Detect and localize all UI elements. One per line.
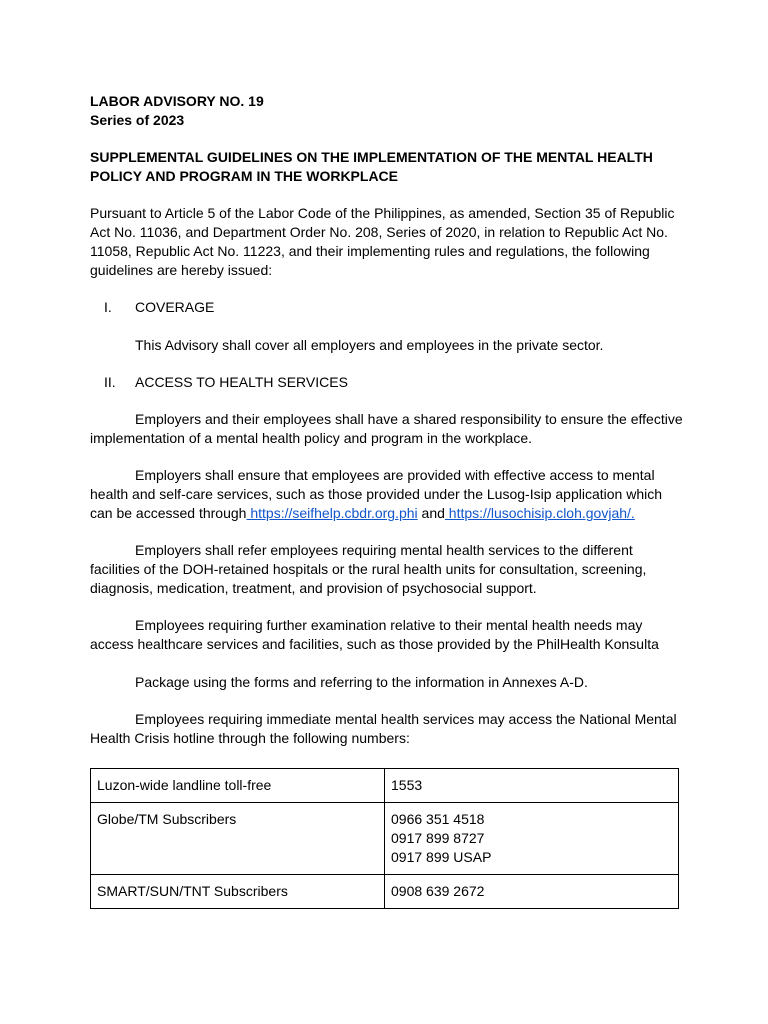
hotline-number: 1553 (391, 777, 423, 793)
section-number: II. (104, 374, 116, 390)
crisis-hotline-paragraph (90, 710, 690, 748)
effective-access-paragraph (90, 466, 690, 523)
advisory-series: Series of 2023 (90, 112, 185, 128)
section-heading-coverage (90, 298, 690, 317)
intro-paragraph (90, 204, 690, 280)
paragraph-line: Package using the forms and referring to the information in Annexes A-D. (135, 674, 588, 690)
numbers-cell (385, 875, 679, 909)
paragraph-line: diagnosis, medication, treatment, and provision of psychosocial support. (90, 580, 537, 596)
paragraph-line: Employers shall refer employees requiring mental health services to the different (135, 542, 633, 558)
paragraph-line: Employees requiring immediate mental health services may access the National Mental (135, 711, 677, 727)
paragraph-line: health and self-care services, such as those provided under the Lusog-Isip application which (90, 486, 662, 502)
table-row (91, 803, 679, 875)
paragraph-line: Employees requiring further examination relative to their mental health needs may (135, 617, 643, 633)
provider-cell: Globe/TM Subscribers (91, 803, 385, 875)
provider-cell: Luzon-wide landline toll-free (91, 769, 385, 803)
section-heading-access (90, 373, 690, 392)
intro-line: guidelines are hereby issued: (90, 262, 273, 278)
provider-cell: SMART/SUN/TNT Subscribers (91, 875, 385, 909)
paragraph-line: facilities of the DOH-retained hospitals or the rural health units for consultation, screening, (90, 561, 647, 577)
referral-paragraph (90, 541, 690, 598)
paragraph-line: Employers and their employees shall have a shared responsibility to ensure the effective (135, 411, 683, 427)
lusogisip-link[interactable]: https://lusochisip.cloh.govjah/. (444, 505, 635, 521)
hotline-table (90, 768, 679, 909)
paragraph-text: and (417, 505, 445, 521)
hotline-number: 0966 351 4518 (391, 811, 485, 827)
paragraph-line: Employers shall ensure that employees are provided with effective access to mental (135, 467, 655, 483)
document-page (90, 92, 690, 909)
numbers-cell (385, 769, 679, 803)
paragraph-line: Health Crisis hotline through the following numbers: (90, 730, 410, 746)
selfhelp-link[interactable]: https://seifhelp.cbdr.org.phi (246, 505, 418, 521)
intro-line: Act No. 11036, and Department Order No. 208, Series of 2020, in relation to Republic Act No. (90, 224, 668, 240)
section-title: COVERAGE (135, 299, 215, 315)
table-row (91, 769, 679, 803)
shared-responsibility-paragraph (90, 410, 690, 448)
coverage-text: This Advisory shall cover all employers and employees in the private sector. (135, 337, 604, 353)
paragraph-text: can be accessed through (90, 505, 247, 521)
document-title-line: SUPPLEMENTAL GUIDELINES ON THE IMPLEMENTATION OF THE MENTAL HEALTH (90, 149, 653, 165)
konsulta-package-paragraph (90, 673, 690, 692)
intro-line: 11058, Republic Act No. 11223, and their implementing rules and regulations, the following (90, 243, 650, 259)
paragraph-line: implementation of a mental health policy and program in the workplace. (90, 430, 533, 446)
advisory-header (90, 92, 690, 130)
hotline-number: 0917 899 USAP (391, 849, 492, 865)
document-title-line: POLICY AND PROGRAM IN THE WORKPLACE (90, 168, 399, 184)
section-title: ACCESS TO HEALTH SERVICES (135, 374, 348, 390)
intro-line: Pursuant to Article 5 of the Labor Code of the Philippines, as amended, Section 35 of Republic (90, 205, 675, 221)
table-row (91, 875, 679, 909)
numbers-cell (385, 803, 679, 875)
further-examination-paragraph (90, 616, 690, 654)
document-title (90, 148, 690, 186)
paragraph-line: access healthcare services and facilities, such as those provided by the PhilHealth Konsulta (90, 636, 659, 652)
advisory-number: LABOR ADVISORY NO. 19 (90, 93, 264, 109)
section-number: I. (104, 299, 112, 315)
paragraph-line-with-links (90, 504, 690, 523)
coverage-paragraph (90, 336, 690, 355)
hotline-number: 0917 899 8727 (391, 830, 485, 846)
hotline-number: 0908 639 2672 (391, 883, 485, 899)
